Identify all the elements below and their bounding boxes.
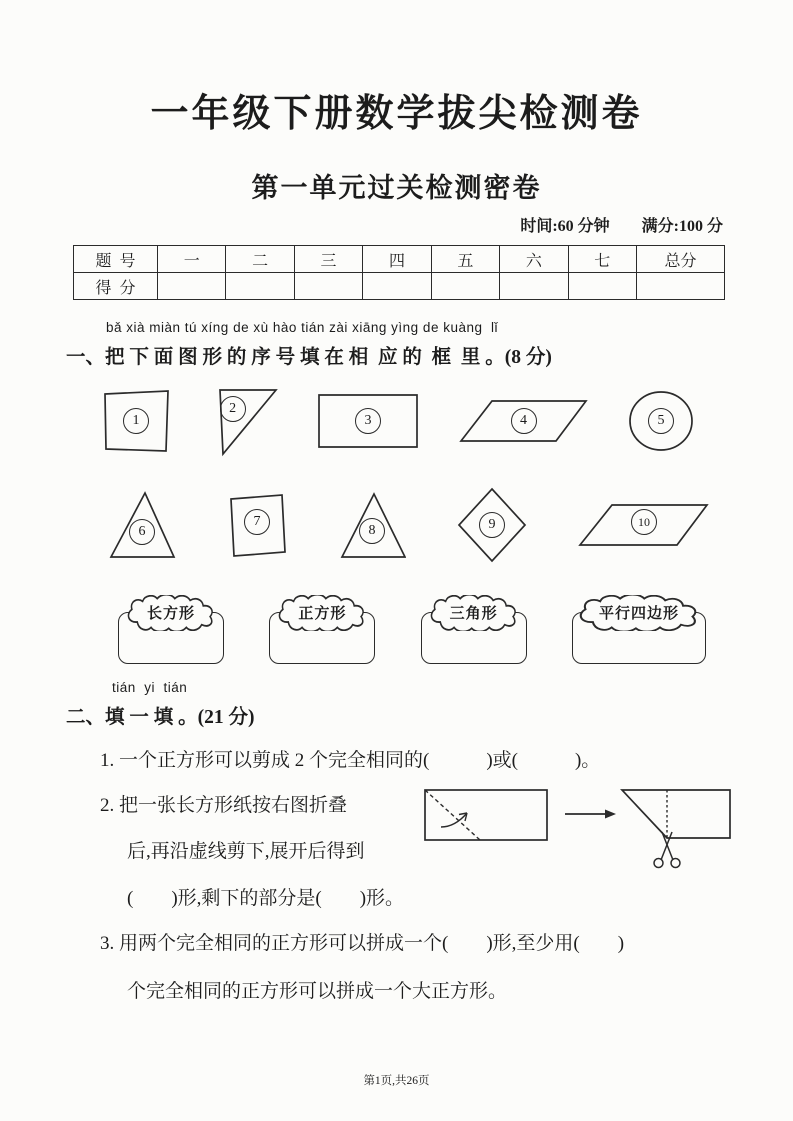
score-blank-cell [568, 273, 636, 300]
category-box-triangle [421, 606, 527, 664]
score-table-header-cell: 题号 [74, 246, 158, 273]
cloud-shape [125, 595, 217, 631]
score-table-header-cell: 三 [294, 246, 362, 273]
score-blank-cell [500, 273, 568, 300]
section-one-heading: 一、把 下 面 图 形 的 序 号 填 在 相 应 的 框 里 。(8 分) [66, 347, 552, 368]
score-table-score-row [74, 273, 725, 300]
score-row-label: 得分 [74, 273, 158, 300]
score-table-header-cell: 七 [568, 246, 636, 273]
section-two-heading: 二、填 一 填 。(21 分) [66, 707, 255, 728]
score-blank-cell [226, 273, 294, 300]
shapes-row-1 [102, 383, 694, 459]
cloud-shape [576, 595, 702, 631]
full-score-label: 满分:100 分 [641, 218, 723, 235]
question-2-line-2: 后,再沿虚线剪下,展开后得到 [127, 841, 365, 862]
score-table [73, 245, 725, 300]
score-blank-cell [158, 273, 226, 300]
question-2-line-1: 2. 把一张长方形纸按右图折叠 [100, 795, 348, 816]
score-table-header-cell: 五 [431, 246, 499, 273]
score-table-header-row [74, 246, 725, 273]
question-3-line-2: 个完全相同的正方形可以拼成一个大正方形。 [127, 981, 508, 1002]
shape-circle-5 [628, 390, 694, 452]
section-two-pinyin: tián yi tián [112, 680, 188, 695]
score-table-header-cell: 总分 [637, 246, 725, 273]
score-table-header-cell: 六 [500, 246, 568, 273]
score-blank-cell [363, 273, 431, 300]
category-box-parallelogram [572, 606, 706, 664]
score-blank-cell [431, 273, 499, 300]
shape-diamond-9 [456, 486, 528, 564]
page-footer: 第1页,共26页 [363, 1075, 430, 1087]
shape-triangle-6 [108, 490, 176, 560]
category-box-square [269, 606, 375, 664]
shape-rectangle-3 [317, 392, 419, 450]
shape-number-badge: 5 [648, 408, 674, 434]
score-table-header-cell: 二 [226, 246, 294, 273]
shape-triangle-8 [338, 490, 406, 560]
shape-number-badge: 9 [479, 512, 505, 538]
fold-and-cut-figure [422, 782, 732, 874]
shape-square-7 [226, 492, 288, 558]
cloud-shape [276, 595, 368, 631]
question-2-line-3: ( )形,剩下的部分是( )形。 [127, 888, 405, 909]
fold-figure-icon [422, 782, 732, 874]
shape-number-badge: 6 [129, 519, 155, 545]
folded-paper [622, 790, 730, 838]
score-table-header-cell: 一 [158, 246, 226, 273]
shape-number-badge: 7 [244, 509, 270, 535]
shape-number-badge: 3 [355, 408, 381, 434]
question-3-line-1: 3. 用两个完全相同的正方形可以拼成一个( )形,至少用( ) [100, 933, 625, 954]
right-triangle-icon [210, 386, 278, 457]
shape-number-badge: 8 [359, 518, 385, 544]
shape-square-1 [102, 389, 170, 453]
category-label: 正方形 [298, 606, 347, 622]
time-label: 时间:60 分钟 [520, 218, 610, 235]
shape-number-badge: 2 [220, 396, 246, 422]
category-label: 长方形 [146, 606, 195, 622]
section-one-pinyin: bǎ xià miàn tú xíng de xù hào tián zài xiāng yìng de kuàng lǐ [106, 320, 498, 335]
page-subtitle: 第一单元过关检测密卷 [251, 173, 542, 203]
cloud-shape [428, 595, 520, 631]
paper-rectangle [425, 790, 547, 840]
shape-number-badge: 4 [511, 408, 537, 434]
fold-dashed-line [425, 790, 480, 840]
shape-number-badge: 1 [123, 408, 149, 434]
category-label: 平行四边形 [598, 606, 679, 622]
shape-number-badge: 10 [631, 509, 657, 535]
question-1-text: 1. 一个正方形可以剪成 2 个完全相同的( )或( )。 [100, 750, 601, 771]
page-title: 一年级下册数学拔尖检测卷 [150, 93, 643, 135]
category-boxes-row [118, 606, 706, 664]
score-blank-cell [294, 273, 362, 300]
category-label: 三角形 [449, 606, 498, 622]
shape-parallelogram-4 [459, 399, 589, 443]
shape-parallelogram-10 [578, 503, 710, 547]
shape-right-triangle-2 [210, 386, 278, 457]
score-table-header-cell: 四 [363, 246, 431, 273]
shapes-row-2 [108, 486, 710, 564]
category-box-rectangle [118, 606, 224, 664]
score-blank-cell [637, 273, 725, 300]
exam-info-line [520, 213, 723, 236]
